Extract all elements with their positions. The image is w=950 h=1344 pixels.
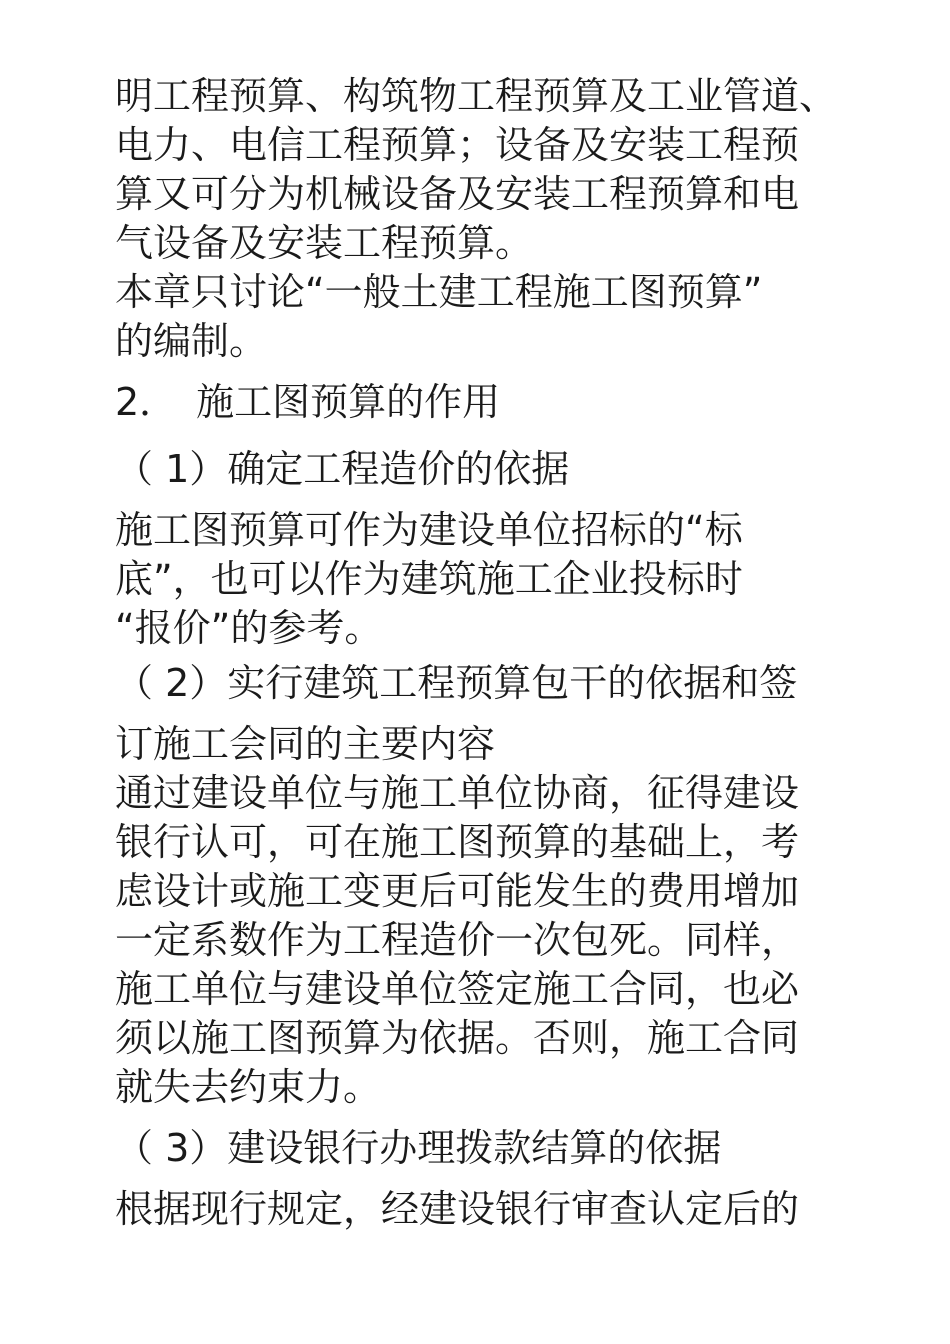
text-line: 电力、电信工程预算；设备及安装工程预 (115, 123, 800, 167)
text-line: “报价”的参考。 (115, 606, 383, 650)
text-line: 银行认可，可在施工图预算的基础上，考 (115, 820, 800, 864)
text-line: （ 2）实行建筑工程预算包干的依据和签 (115, 661, 798, 705)
section-heading: 2． 施工图预算的作用 (115, 380, 501, 424)
item1-heading: （ 1）确定工程造价的依据 (115, 447, 570, 491)
text-line: 根据现行规定，经建设银行审查认定后的 (115, 1187, 800, 1231)
text-line: 底”，也可以作为建筑施工企业投标时 (115, 557, 743, 601)
document-page (115, 72, 875, 1234)
text-line: 就失去约束力。 (115, 1065, 382, 1109)
text-line: 算又可分为机械设备及安装工程预算和电 (115, 172, 800, 216)
text-line: 施工图预算可作为建设单位招标的“标 (115, 508, 743, 552)
text-line: 订施工会同的主要内容 (115, 722, 496, 766)
item2-body (115, 769, 875, 1112)
text-line: 气设备及安装工程预算。 (115, 221, 534, 265)
scope-paragraph (115, 268, 875, 366)
text-line: 明工程预算、构筑物工程预算及工业管道、 (115, 74, 838, 118)
text-line: 通过建设单位与施工单位协商，征得建设 (115, 771, 800, 815)
item2-heading (115, 659, 875, 769)
text-line: 的编制。 (115, 319, 268, 363)
intro-paragraph (115, 72, 875, 268)
text-line: 虑设计或施工变更后可能发生的费用增加 (115, 869, 800, 913)
text-line: 一定系数作为工程造价一次包死。同样， (115, 918, 800, 962)
item3-heading: （ 3）建设银行办理拨款结算的依据 (115, 1126, 722, 1170)
item1-body (115, 506, 875, 653)
text-line: 施工单位与建设单位签定施工合同，也必 (115, 967, 800, 1011)
text-line: 本章只讨论“一般土建工程施工图预算” (115, 270, 763, 314)
item3-body (115, 1185, 875, 1234)
text-line: 须以施工图预算为依据。否则，施工合同 (115, 1016, 800, 1060)
